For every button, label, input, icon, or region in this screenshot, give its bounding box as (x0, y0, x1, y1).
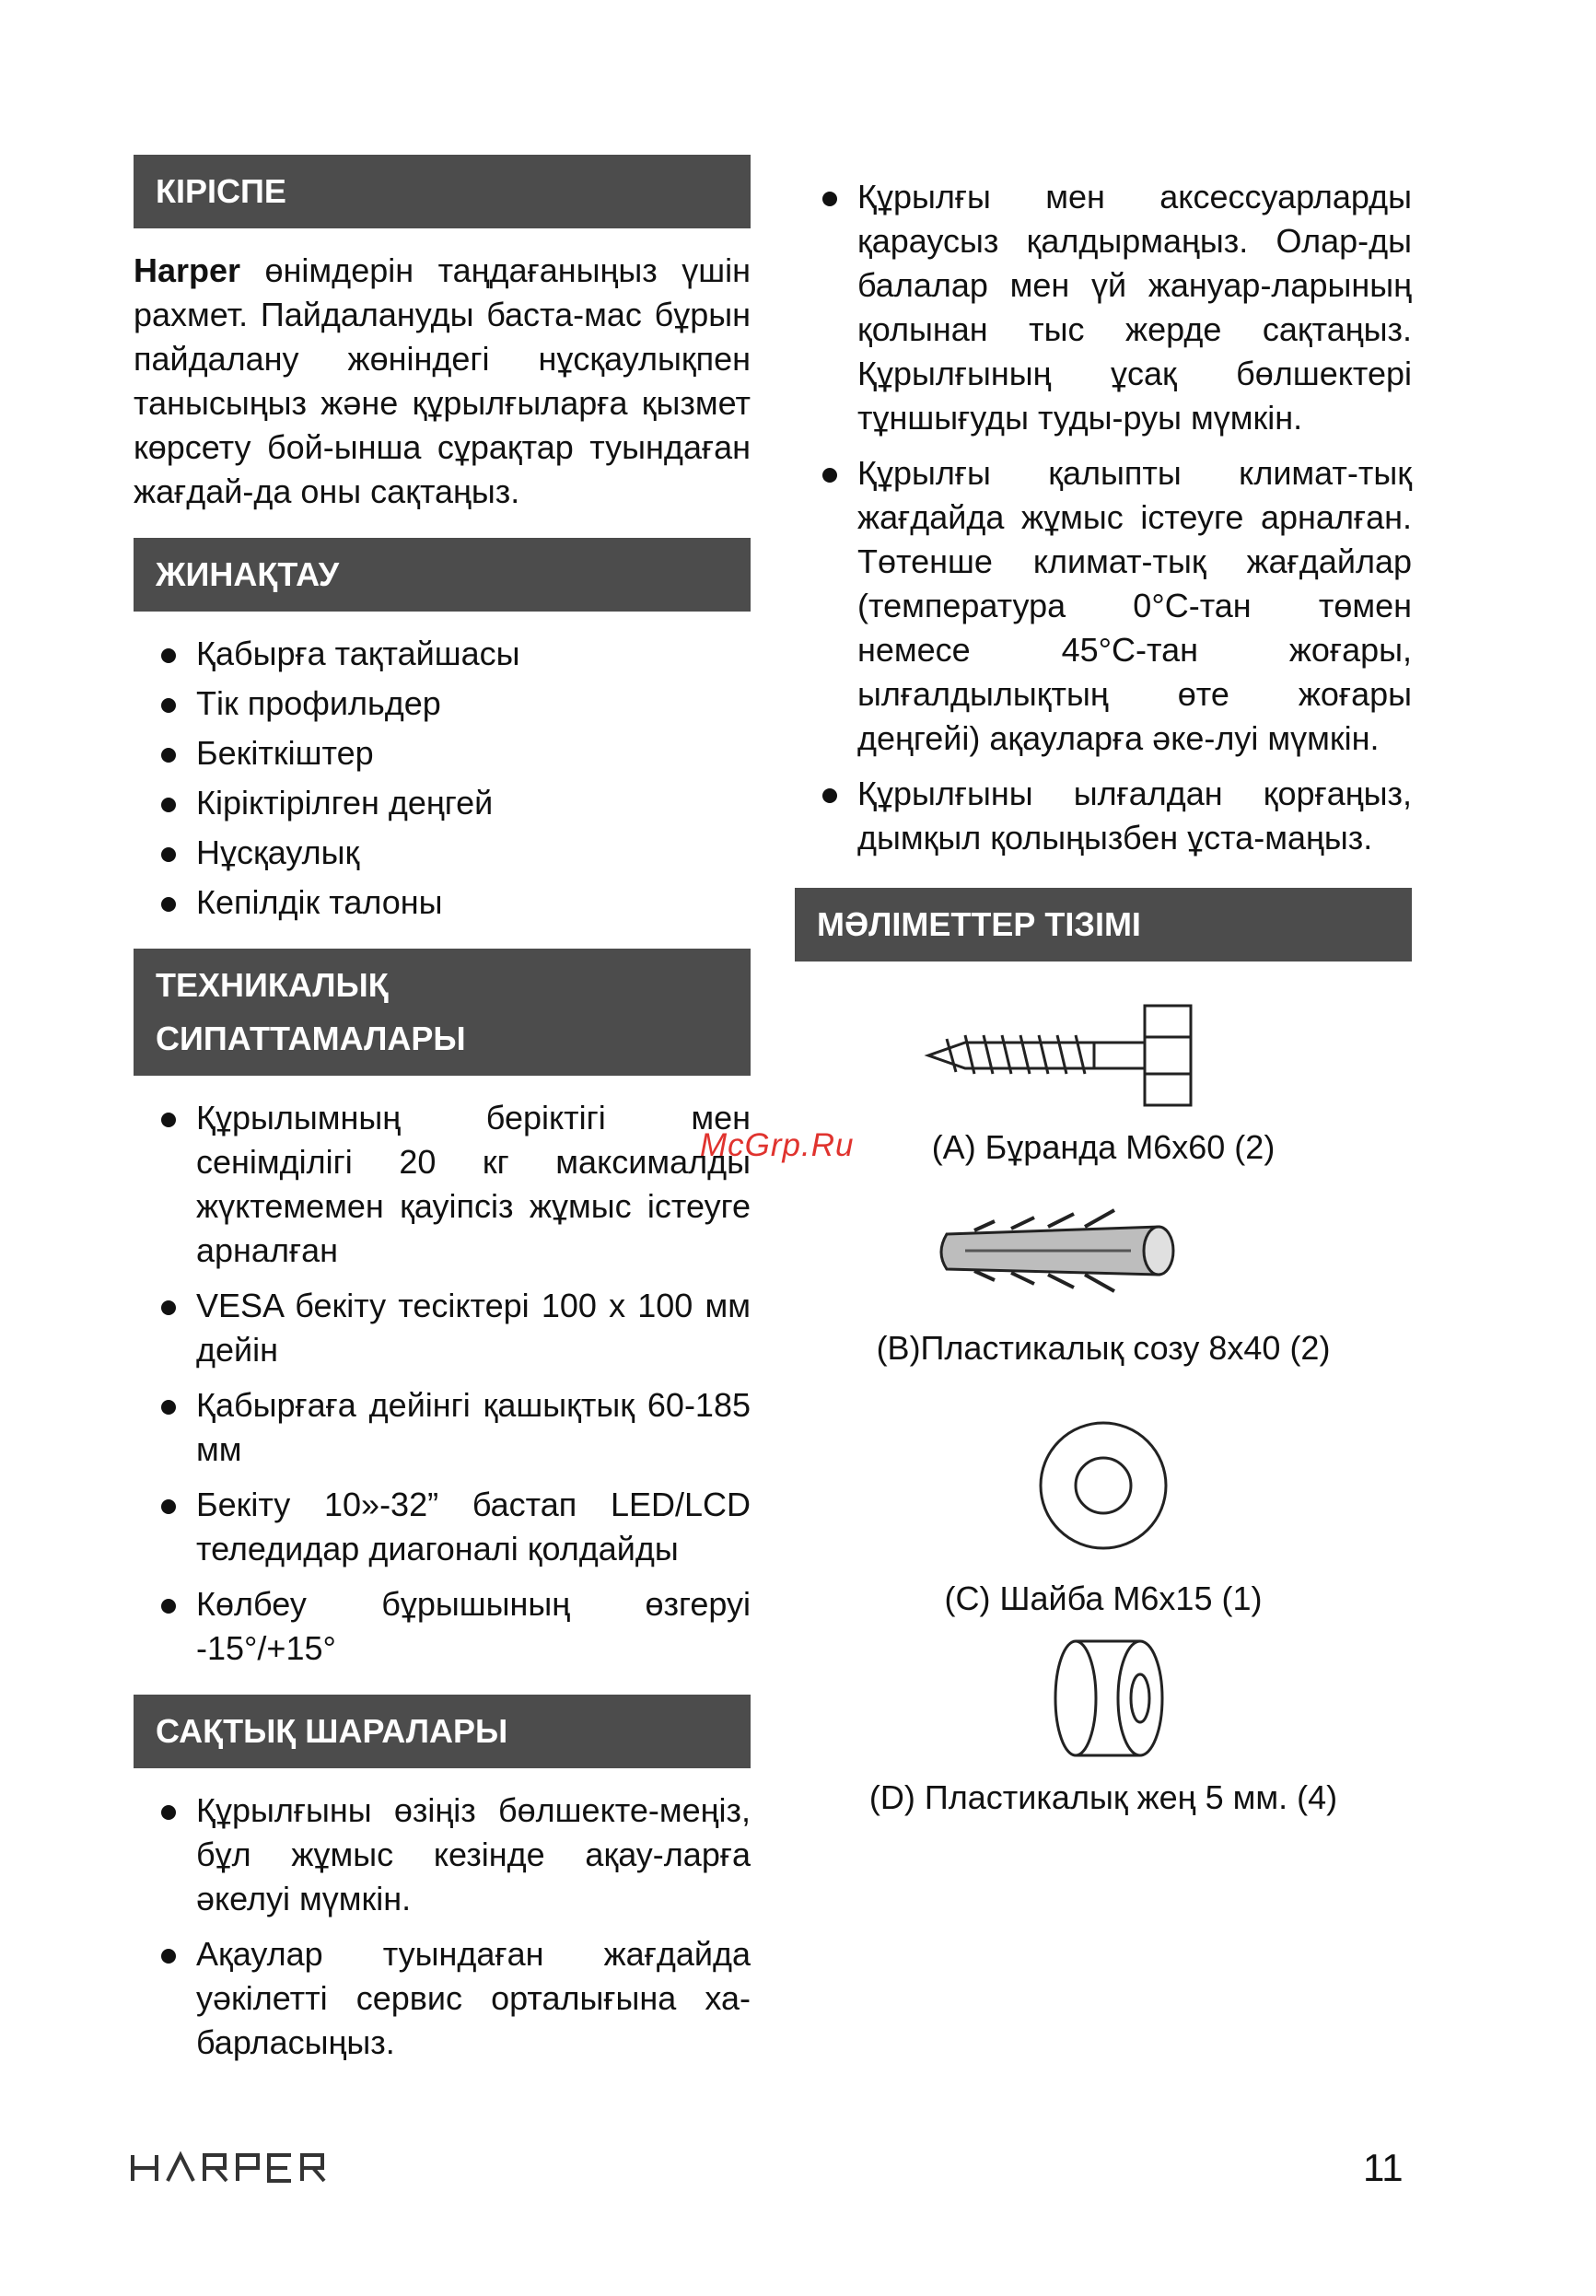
screw-icon (910, 989, 1297, 1109)
intro-text: өнімдерін таңдағаныңыз үшін рахмет. Пайдалануды баста-мас бұрын пайдалану жөніндегі нұсқаулықпен танысыңыз және құрылғыларға қызмет көрсету бой-ынша сұрақтар туындаған жағдай-да оны сақтаңыз. (134, 251, 751, 510)
intro-heading: КІРІСПЕ (134, 155, 751, 228)
washer-icon (1011, 1416, 1195, 1555)
list-item: Бекіту 10»-32” бастап LED/LCD теледидар диагоналі қолдайды (134, 1483, 751, 1571)
left-column (134, 155, 751, 2089)
part-item (795, 1634, 1412, 1820)
list-item: Ақаулар туындаған жағдайда уәкілетті сервис орталығына ха-барласыңыз. (134, 1932, 751, 2065)
part-item (795, 989, 1412, 1170)
spec-heading (134, 949, 751, 1076)
part-item (795, 1416, 1412, 1621)
safety-heading: САҚТЫҚ ШАРАЛАРЫ (134, 1695, 751, 1768)
part-caption: (A) Бұранда M6x60 (2) (931, 1128, 1276, 1166)
kit-heading: ЖИНАҚТАУ (134, 538, 751, 612)
list-item: Көлбеу бұрышының өзгеруі -15°/+15° (134, 1582, 751, 1671)
list-item: Құрылғы мен аксессуарларды қараусыз қалдырмаңыз. Олар-ды балалар мен үй жануар-ларының қолынан тыс жерде сақтаңыз. Құрылғының ұсақ бөлшектері тұншығуды туды-руы мүмкін. (795, 175, 1412, 440)
anchor-icon (910, 1186, 1297, 1306)
part-caption: (D) Пластикалық жең 5 мм. (4) (868, 1778, 1338, 1816)
list-item: Бекіткіштер (134, 731, 751, 775)
intro-brand: Harper (134, 251, 241, 289)
list-item: Нұсқаулық (134, 831, 751, 875)
spec-list (134, 1096, 751, 1671)
parts-heading: МӘЛІМЕТТЕР ТІЗІМІ (795, 888, 1412, 962)
page-number: 11 (1363, 2146, 1404, 2189)
list-item: Құрылғы қалыпты климат-тық жағдайда жұмыс істеуге арналған. Төтенше климат-тық жағдайлар (температура 0°С-тан төмен немесе 45°С-тан жоғары, ылғалдылықтың өте жоғары деңгейі) ақауларға әке-луі мүмкін. (795, 451, 1412, 761)
right-column (795, 155, 1412, 1820)
list-item: Кіріктірілген деңгей (134, 781, 751, 825)
safety-list-right (795, 175, 1412, 860)
list-item: Кепілдік талоны (134, 880, 751, 925)
part-item (795, 1186, 1412, 1370)
list-item: Қабырғаға дейінгі қашықтық 60-185 мм (134, 1383, 751, 1472)
intro-paragraph (134, 249, 751, 514)
kit-list (134, 632, 751, 925)
spec-heading-line2: СИПАТТАМАЛАРЫ (156, 1020, 466, 1057)
watermark: McGrp.Ru (700, 1127, 855, 1163)
safety-list-left (134, 1789, 751, 2065)
list-item: Құрылғыны өзіңіз бөлшекте-меңіз, бұл жұмыс кезінде ақау-ларға әкелуі мүмкін. (134, 1789, 751, 1921)
harper-logo (129, 2150, 332, 2186)
part-caption: (B)Пластикалық созу 8x40 (2) (876, 1329, 1331, 1367)
list-item: Құрылымның беріктігі мен сенімділігі 20 кг максималды жүктемемен қауіпсіз жұмыс істеуге арналған (134, 1096, 751, 1273)
list-item: Қабырға тақтайшасы (134, 632, 751, 676)
list-item: VESA бекіту тесіктері 100 х 100 мм дейін (134, 1284, 751, 1372)
spec-heading-line1: ТЕХНИКАЛЫҚ (156, 966, 389, 1004)
list-item: Тік профильдер (134, 682, 751, 726)
list-item: Құрылғыны ылғалдан қорғаңыз, дымқыл қолыңызбен ұста-маңыз. (795, 772, 1412, 860)
part-caption: (C) Шайба M6x15 (1) (944, 1579, 1263, 1617)
spacer-icon (1011, 1634, 1195, 1763)
